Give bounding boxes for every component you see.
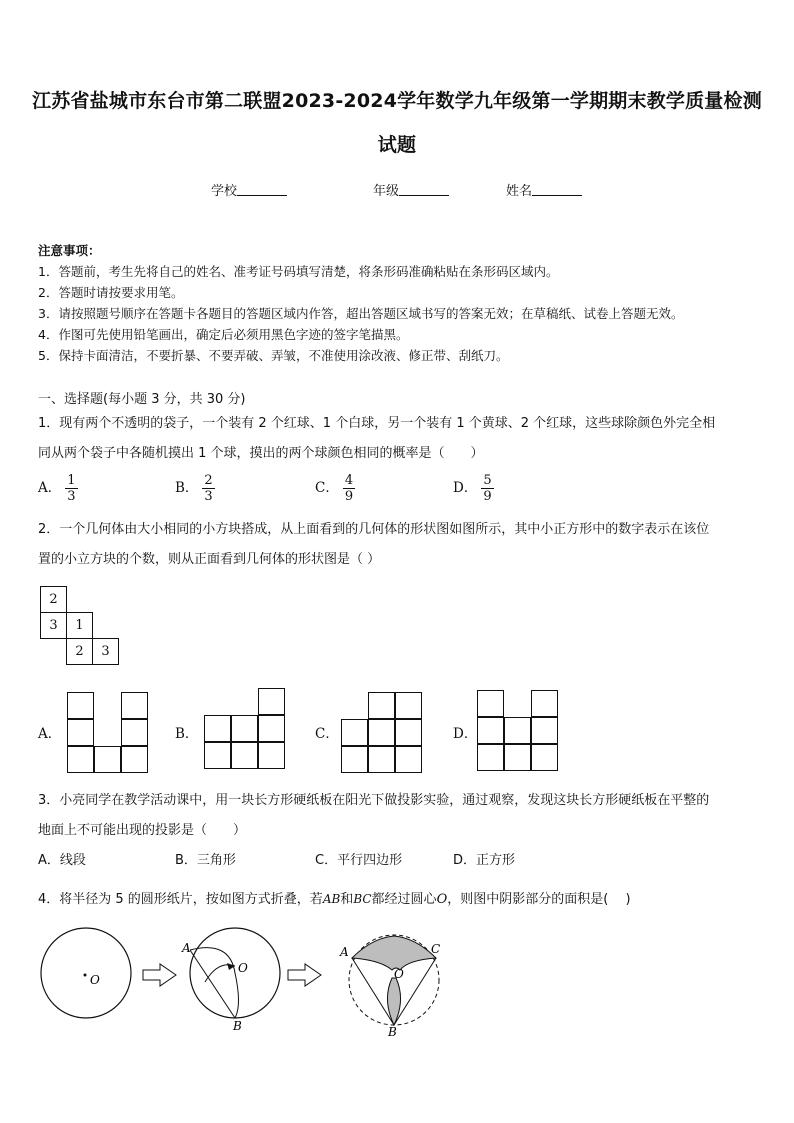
school-blank[interactable] <box>237 183 287 196</box>
name-field <box>506 180 582 199</box>
cube <box>258 688 285 715</box>
q3-line1: 3．小亮同学在教学活动课中，用一块长方形硬纸板在阳光下做投影实验，通过观察，发现这块长方形硬纸板在平整的 <box>38 793 710 808</box>
q1-line2: 同从两个袋子中各随机摸出 1 个球，摸出的两个球颜色相同的概率是（ ） <box>38 446 484 461</box>
cube <box>231 742 258 769</box>
cube <box>368 692 395 719</box>
cube <box>531 744 558 771</box>
notice-block <box>38 240 683 366</box>
shaded-top <box>352 936 436 970</box>
q3-option-d[interactable]: D．正方形 <box>453 853 516 868</box>
q1-option-b[interactable]: B． $\frac{2}{3}$ <box>175 473 213 504</box>
circle-1 <box>41 928 131 1018</box>
cube <box>341 746 368 773</box>
cube <box>395 746 422 773</box>
notice-title: 注意事项： <box>38 243 101 258</box>
q2-option-c-figure[interactable] <box>341 692 423 774</box>
q2-option-c-label[interactable]: C． <box>315 726 339 742</box>
q2-option-b-figure[interactable] <box>204 688 286 770</box>
label-o-3: O <box>394 967 404 981</box>
chord-ab <box>190 950 235 1018</box>
grade-field <box>373 180 449 199</box>
q1-option-a[interactable]: A． $\frac{1}{3}$ <box>38 473 76 504</box>
grade-blank[interactable] <box>399 183 449 196</box>
notice-item: 5．保持卡面清洁，不要折暴、不要弄破、弄皱，不准使用涂改液、修正带、刮纸刀。 <box>38 348 509 363</box>
fraction: $\frac{4}{9}$ <box>344 473 354 504</box>
cube <box>67 719 94 746</box>
q2-option-d-figure[interactable] <box>477 690 559 772</box>
label-o-1: O <box>90 973 100 987</box>
q1-line1: 1．现有两个不透明的袋子，一个装有 2 个红球、1 个白球，另一个装有 1 个黄球、2 个红球，这些球除颜色外完全相 <box>38 416 716 431</box>
q2-line1: 2．一个几何体由大小相同的小方块搭成，从上面看到的几何体的形状图如图所示，其中小正方形中的数字表示在该位 <box>38 522 710 537</box>
top-view-grid <box>40 586 122 666</box>
q1-option-d[interactable]: D． $\frac{5}{9}$ <box>453 473 492 504</box>
cube <box>121 719 148 746</box>
cube <box>531 717 558 744</box>
arrow-1 <box>143 964 176 986</box>
notice-item: 2．答题时请按要求用笔。 <box>38 285 184 300</box>
cube <box>204 715 231 742</box>
fold-arc <box>190 948 239 1018</box>
center-dot <box>84 974 87 977</box>
notice-item: 3．请按照题号顺序在答题卡各题目的答题区域内作答，超出答题区域书写的答案无效；在草稿纸、试卷上答题无效。 <box>38 306 684 321</box>
cube <box>67 746 94 773</box>
label-a-3: A <box>340 945 349 959</box>
cube <box>258 742 285 769</box>
notice-item: 1．答题前，考生先将自己的姓名、准考证号码填写清楚，将条形码准确粘贴在条形码区域内。 <box>38 264 559 279</box>
q2-option-b-label[interactable]: B． <box>175 726 199 742</box>
cube <box>395 692 422 719</box>
grid-cell: 2 <box>66 638 93 665</box>
q3-option-c[interactable]: C．平行四边形 <box>315 853 403 868</box>
label-o-2: O <box>238 961 248 975</box>
cube <box>204 742 231 769</box>
grid-cell: 3 <box>92 638 119 665</box>
school-field <box>211 180 287 199</box>
q4-folding-figure <box>30 920 450 1040</box>
arc-bc: BC <box>353 892 372 906</box>
grid-cell: 3 <box>40 612 67 639</box>
cube <box>395 719 422 746</box>
center-o: O <box>436 892 448 907</box>
name-label: 姓名 <box>506 184 533 199</box>
cube <box>477 690 504 717</box>
cube <box>121 692 148 719</box>
q2-option-d-label[interactable]: D． <box>453 726 478 742</box>
grid-cell: 1 <box>66 612 93 639</box>
cube <box>504 717 531 744</box>
q2-option-a-label[interactable]: A． <box>38 726 62 742</box>
q2-line2: 置的小立方块的个数，则从正面看到几何体的形状图是（ ） <box>38 552 381 567</box>
cube <box>504 744 531 771</box>
cube <box>477 744 504 771</box>
notice-item: 4．作图可先使用铅笔画出，确定后必须用黑色字迹的签字笔描黑。 <box>38 327 409 342</box>
grade-label: 年级 <box>373 184 400 199</box>
cube <box>368 746 395 773</box>
arrow-2 <box>288 964 321 986</box>
section-title: 一、选择题(每小题 3 分，共 30 分) <box>38 392 246 407</box>
cube <box>67 692 94 719</box>
cube <box>94 746 121 773</box>
q3-line2: 地面上不可能出现的投影是（ ） <box>38 823 247 838</box>
exam-title-line2: 试题 <box>377 134 417 156</box>
fraction: $\frac{5}{9}$ <box>483 473 492 504</box>
label-a-2: A <box>182 941 191 955</box>
cube <box>121 746 148 773</box>
label-b-3: B <box>388 1025 397 1039</box>
q2-option-a-figure[interactable] <box>67 692 149 774</box>
q3-option-b[interactable]: B．三角形 <box>175 853 236 868</box>
fraction: $\frac{2}{3}$ <box>204 473 213 504</box>
exam-title-line1: 江苏省盐城市东台市第二联盟2023-2024学年数学九年级第一学期期末教学质量检测 <box>32 90 762 112</box>
school-label: 学校 <box>211 184 238 199</box>
cube <box>531 690 558 717</box>
cube <box>231 715 258 742</box>
cube <box>258 715 285 742</box>
q1-option-c[interactable]: C． $\frac{4}{9}$ <box>315 473 354 504</box>
cube <box>341 719 368 746</box>
cube <box>368 719 395 746</box>
cube <box>477 717 504 744</box>
label-c-3: C <box>431 942 441 956</box>
label-b-2: B <box>233 1019 242 1033</box>
grid-cell: 2 <box>40 586 67 613</box>
fraction: $\frac{1}{3}$ <box>67 473 76 504</box>
q4-text: 4．将半径为 5 的圆形纸片，按如图方式折叠，若AB和BC都经过圆心O，则图中阴影部分的面积是( ) <box>38 892 631 907</box>
q3-option-a[interactable]: A．线段 <box>38 853 86 868</box>
arc-ab: AB <box>322 892 341 906</box>
name-blank[interactable] <box>532 183 582 196</box>
